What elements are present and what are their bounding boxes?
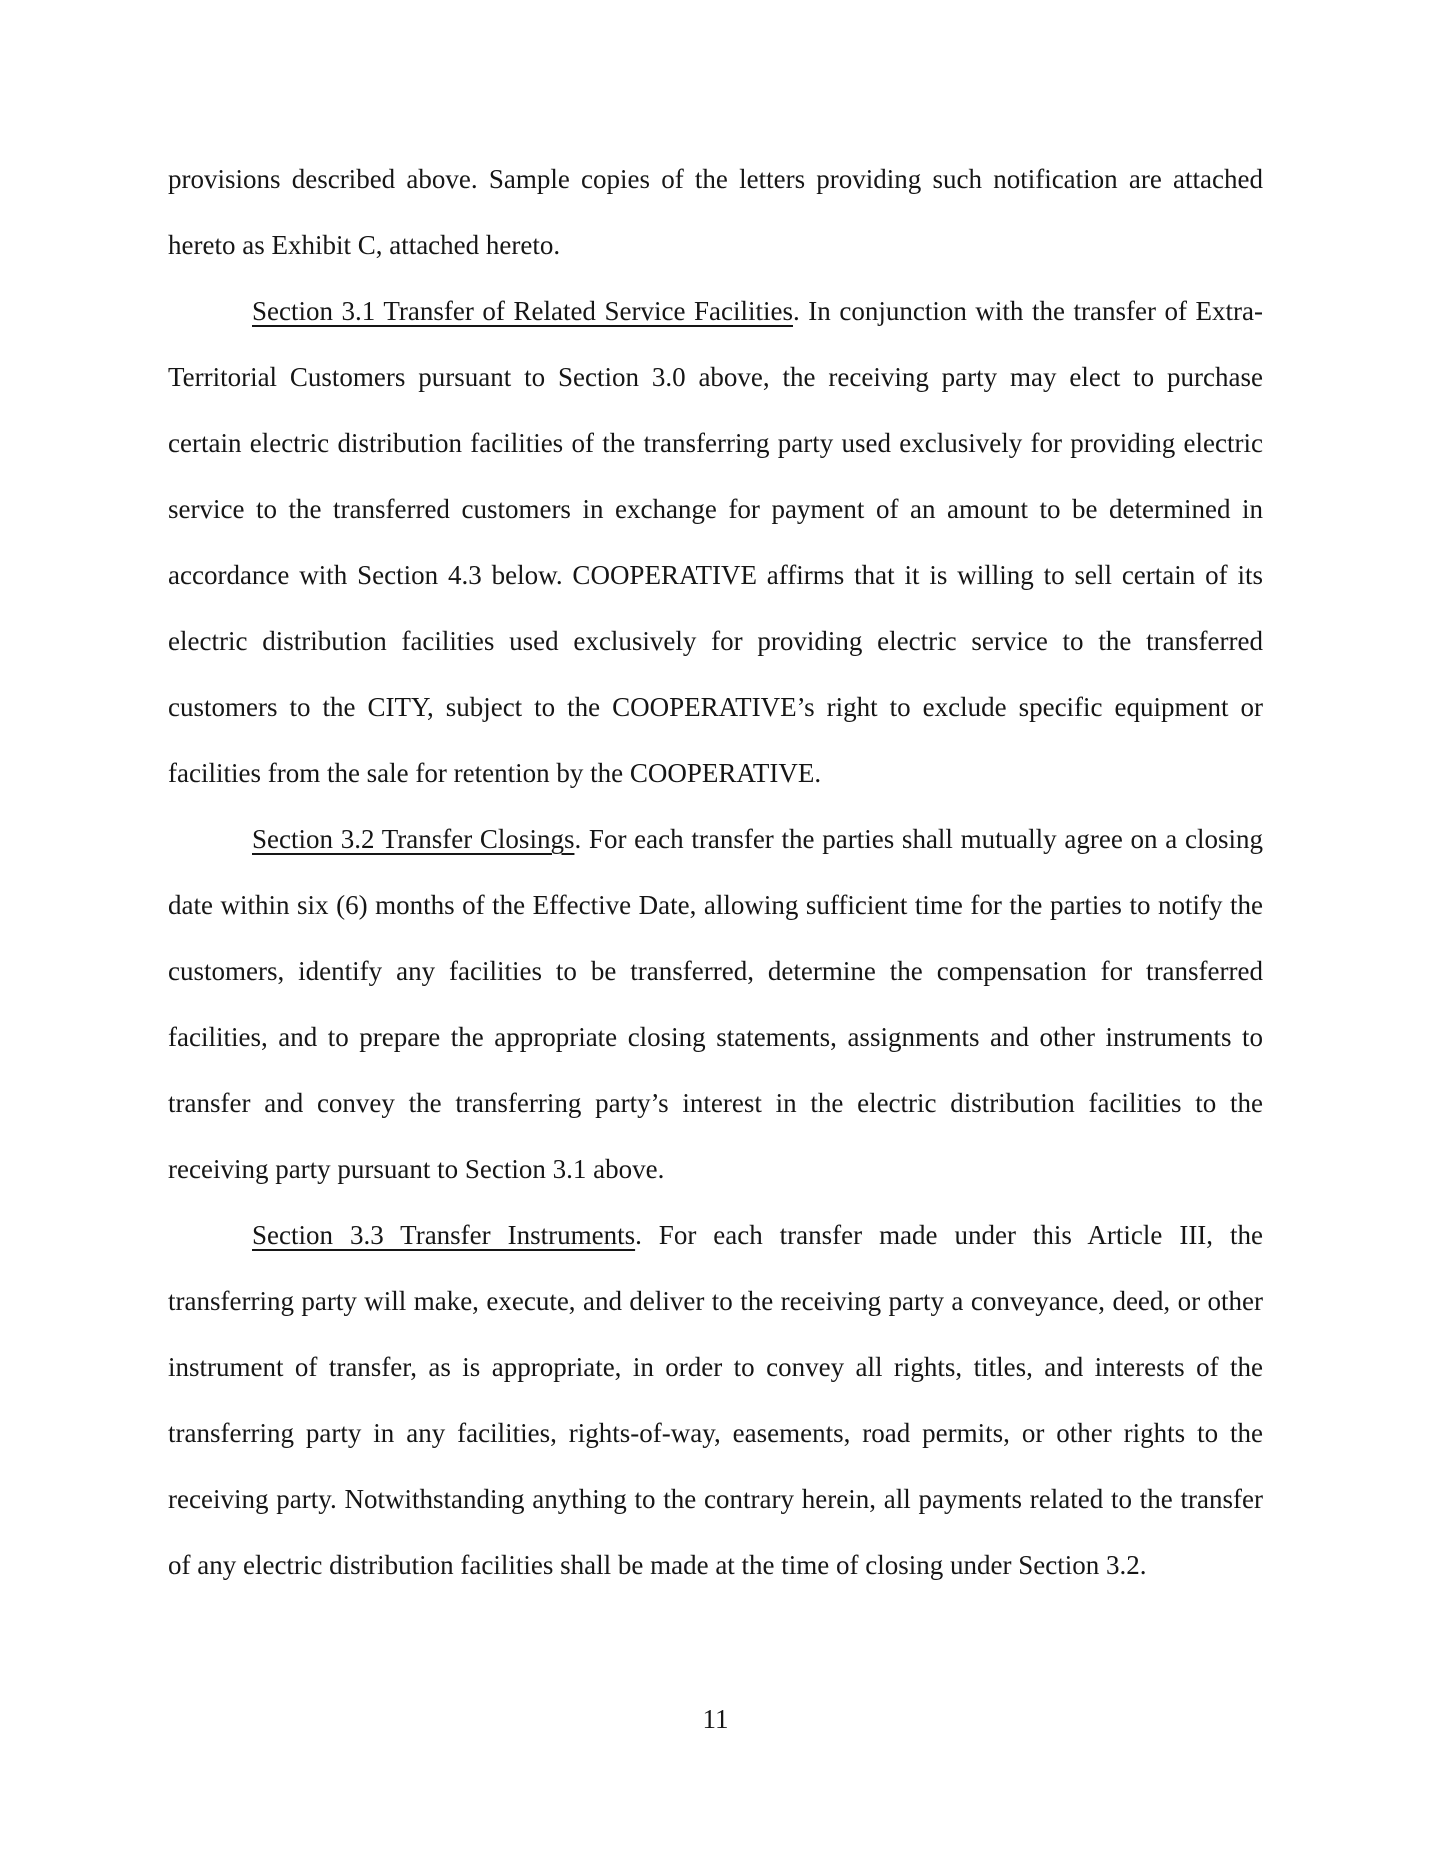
- section-heading: Section 3.1 Transfer of Related Service Facilities: [252, 296, 793, 326]
- paragraph-text: . In conjunction with the transfer of Extra-Territorial Customers pursuant to Section 3.0 above, the receiving party may elect to purchase certain electric distribution facilities of the transferring party used exclusively for providing electric service to the transferred customers in exchange for payment of an amount to be determined in accordance with Section 4.3 below. COOPERATIVE affirms that it is willing to sell certain of its electric distribution facilities used exclusively for providing electric service to the transferred customers to the CITY, subject to the COOPERATIVE’s right to exclude specific equipment or facilities from the sale for retention by the COOPERATIVE.: [168, 296, 1264, 788]
- page-number: 11: [702, 1704, 729, 1734]
- document-body: [168, 146, 1263, 1598]
- continuation-paragraph: [168, 146, 1263, 278]
- section-3-1-paragraph: [168, 278, 1263, 806]
- paragraph-text: provisions described above. Sample copies of the letters providing such notification are attached hereto as Exhibit C, attached hereto.: [168, 164, 1263, 260]
- paragraph-text: . For each transfer made under this Article III, the transferring party will make, execute, and deliver to the receiving party a conveyance, deed, or other instrument of transfer, as is appropriate, in order to convey all rights, titles, and interests of the transferring party in any facilities, rights-of-way, easements, road permits, or other rights to the receiving party. Notwithstanding anything to the contrary herein, all payments related to the transfer of any electric distribution facilities shall be made at the time of closing under Section 3.2.: [168, 1220, 1263, 1580]
- paragraph-text: . For each transfer the parties shall mutually agree on a closing date within six (6) months of the Effective Date, allowing sufficient time for the parties to notify the customers, identify any facilities to be transferred, determine the compensation for transferred facilities, and to prepare the appropriate closing statements, assignments and other instruments to transfer and convey the transferring party’s interest in the electric distribution facilities to the receiving party pursuant to Section 3.1 above.: [168, 824, 1263, 1184]
- section-3-3-paragraph: [168, 1202, 1263, 1598]
- section-heading: Section 3.3 Transfer Instruments: [252, 1220, 636, 1250]
- section-3-2-paragraph: [168, 806, 1263, 1202]
- section-heading: Section 3.2 Transfer Closings: [252, 824, 575, 854]
